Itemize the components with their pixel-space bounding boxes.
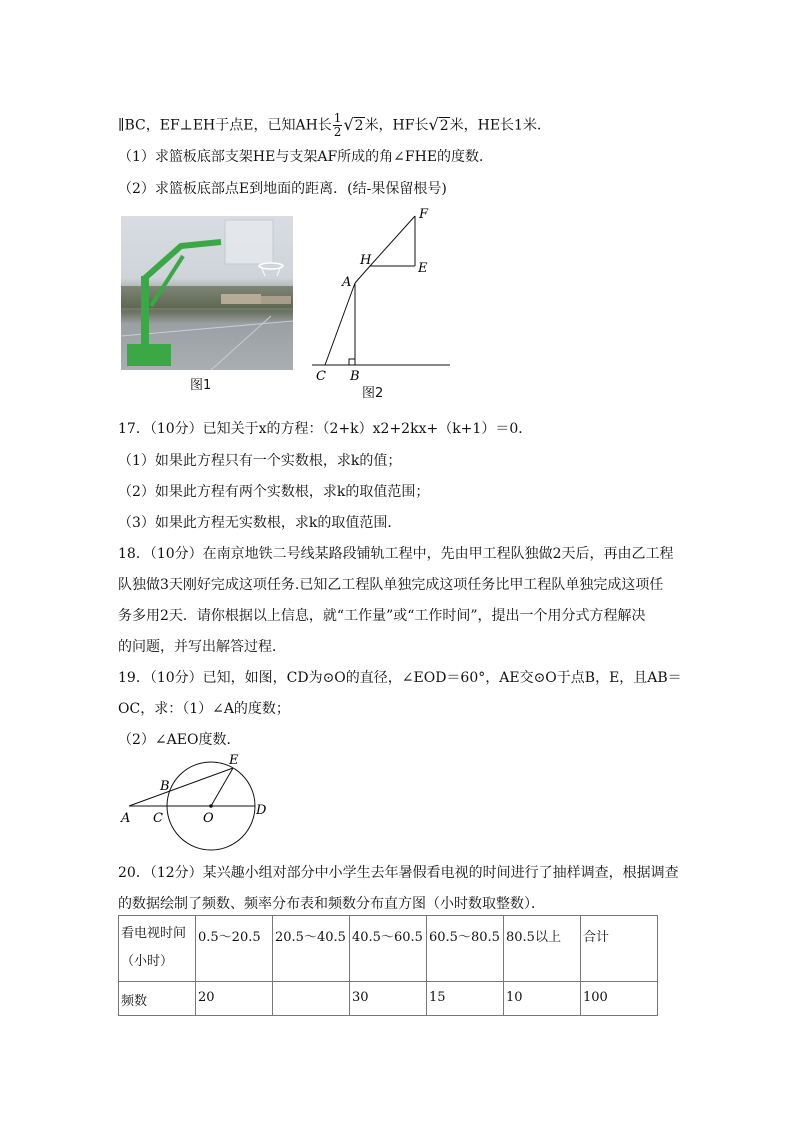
segment-ah (355, 266, 370, 283)
freq-cell: 30 (350, 982, 427, 1016)
freq-cell: 100 (581, 982, 658, 1016)
fraction-denominator: 2 (333, 125, 342, 139)
interval-cell: 60.5～80.5 (427, 916, 504, 982)
circle-diagram (115, 752, 275, 852)
q19-line3: （2）∠AEO度数． (118, 732, 241, 748)
label-e: E (229, 753, 239, 768)
table-row (119, 916, 658, 982)
freq-cell: 15 (427, 982, 504, 1016)
interval-cell: 80.5以上 (504, 916, 581, 982)
fraction-numerator: 1 (333, 111, 342, 125)
interval-cell: 合计 (581, 916, 658, 982)
q18-line4: 的问题，并写出解答过程． (118, 639, 286, 655)
label-f: F (419, 207, 429, 222)
q16-cond-mid: 米，HF长 (364, 117, 429, 134)
sqrt-argument: 2 (354, 117, 364, 134)
label-c: C (316, 369, 326, 384)
freq-cell: 10 (504, 982, 581, 1016)
q16-cond-prefix: ∥BC，EF⊥EH于点E，已知AH长 (118, 117, 332, 134)
label-o: O (203, 811, 214, 826)
interval-cell: 40.5～60.5 (350, 916, 427, 982)
q17-stem: 17．（10分）已知关于x的方程：（2+k）x2+2kx+（k+1）＝0． (118, 421, 533, 437)
q17-part2: （2）如果此方程有两个实数根，求k的取值范围； (118, 484, 430, 500)
header-label-line2: （小时） (121, 954, 174, 969)
figure2-diagram (300, 200, 460, 400)
segment-hf (370, 216, 415, 266)
q16-condition (118, 112, 551, 139)
label-c: C (153, 811, 163, 826)
q18-line1: 18．（10分）在南京地铁二号线某路段铺轨工程中，先由甲工程队独做2天后，再由乙工程 (118, 546, 674, 562)
q16-part1: （1）求篮板底部支架HE与支架AF所成的角∠FHE的度数． (118, 149, 494, 165)
q19-line2: OC，求：（1）∠A的度数； (118, 701, 290, 717)
q17-part3: （3）如果此方程无实数根，求k的取值范围． (118, 515, 402, 531)
header-cell (119, 916, 196, 982)
row-label-cell: 频数 (119, 982, 196, 1016)
center-point (209, 804, 213, 808)
figure2-caption: 图2 (362, 386, 384, 401)
q18-line3: 务多用2天．请你根据以上信息，就“工作量”或“工作时间”，提出一个用分式方程解决 (118, 608, 646, 624)
label-h: H (360, 253, 372, 268)
radius-oe (211, 768, 233, 806)
q19-line1: 19．（10分）已知，如图，CD为⊙O的直径，∠EOD＝60°，AE交⊙O于点B，E，且AB＝ (118, 670, 682, 686)
q16-cond-suffix: 米，HE长1米． (449, 117, 551, 134)
table-row (119, 982, 658, 1016)
frequency-table (118, 915, 658, 1016)
label-b: B (160, 779, 170, 794)
q16-sqrt-1: √2 (343, 114, 364, 134)
freq-cell (273, 982, 350, 1016)
header-label-line1: 看电视时间 (121, 926, 187, 941)
basketball-stand-drawing (121, 216, 293, 370)
q16-part2: （2）求篮板底部点E到地面的距离．(结-果保留根号) (118, 181, 447, 197)
interval-cell: 20.5～40.5 (273, 916, 350, 982)
q20-line2: 的数据绘制了频数、频率分布表和频数分布直方图（小时数取整数）． (118, 896, 545, 912)
figure1-caption: 图1 (190, 378, 212, 393)
q16-sqrt-2: √2 (428, 114, 449, 134)
segment-ca (325, 283, 355, 365)
basketball-stand-photo (121, 216, 293, 370)
label-a: A (342, 275, 352, 290)
label-e: E (418, 261, 428, 276)
q17-part1: （1）如果此方程只有一个实数根，求k的值； (118, 453, 402, 469)
label-b: B (350, 369, 360, 384)
label-a: A (121, 811, 131, 826)
label-d: D (256, 803, 267, 818)
sqrt-argument: 2 (439, 117, 449, 134)
q20-line1: 20．（12分）某兴趣小组对部分中小学生去年暑假看电视的时间进行了抽样调查，根据调查 (118, 865, 679, 881)
q16-fraction (333, 112, 343, 139)
q18-line2: 队独做3天刚好完成这项任务.已知乙工程队单独完成这项任务比甲工程队单独完成这项任 (118, 577, 664, 593)
freq-cell: 20 (196, 982, 273, 1016)
interval-cell: 0.5～20.5 (196, 916, 273, 982)
right-angle-mark (349, 359, 355, 365)
